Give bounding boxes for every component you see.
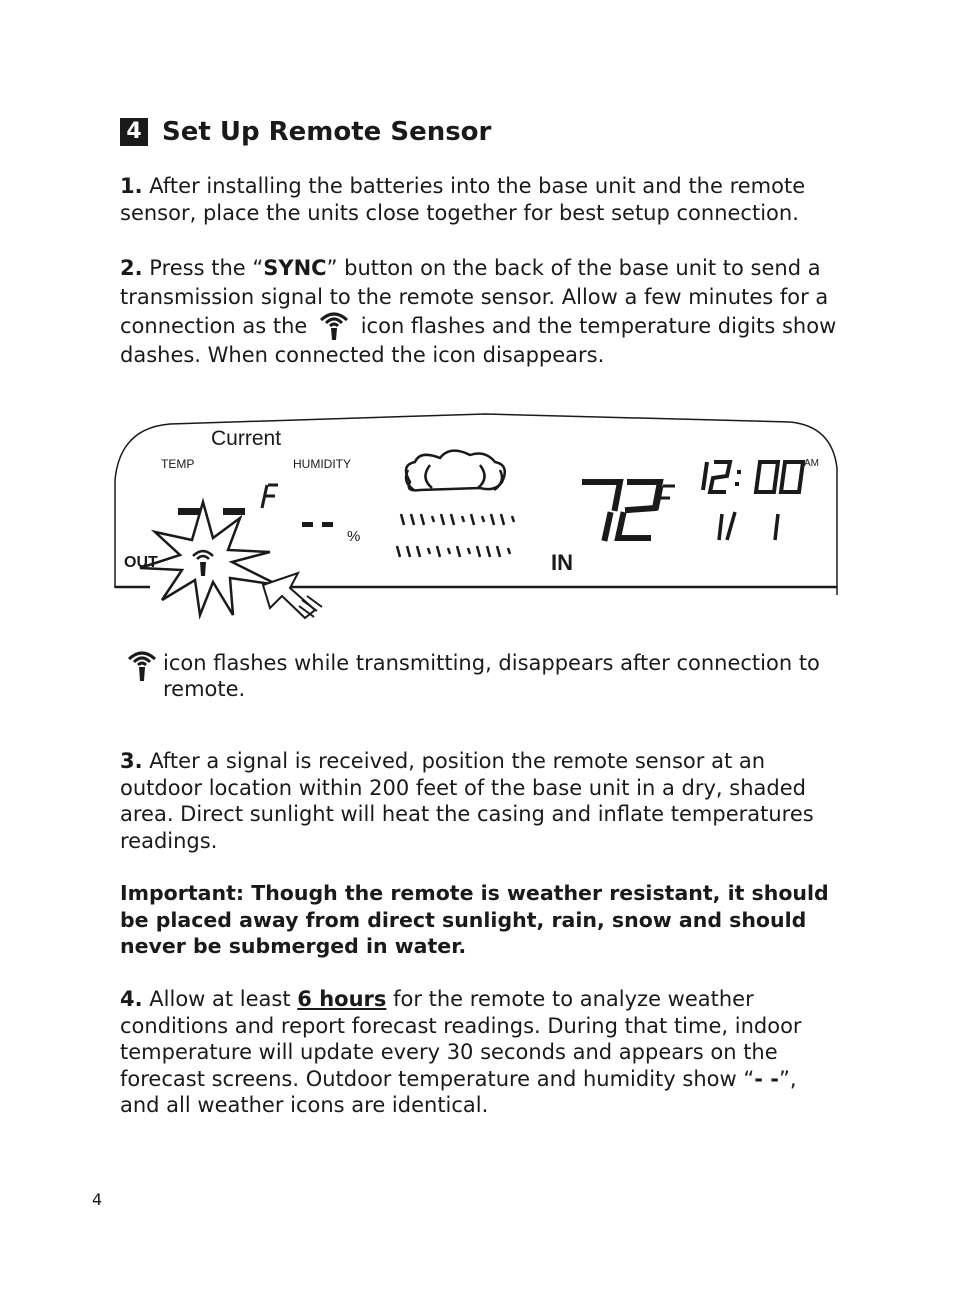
in-label: IN (551, 550, 573, 575)
step-3-text: After a signal is received, position the remote sensor at an outdoor location within 200 feet of the base unit in a dry, shaded area. Direct sunlight will heat the casing and inflate temperatures readings. (120, 749, 814, 853)
six-hours-emphasis: 6 hours (297, 987, 387, 1011)
step-4-number: 4. (120, 987, 143, 1011)
important-notice: Important: Though the remote is weather resistant, it should be placed away from direct sunlight, rain, snow and should never be submerged in water. (120, 881, 829, 958)
step-1-number: 1. (120, 174, 143, 198)
section-title: Set Up Remote Sensor (162, 117, 492, 147)
step-1-paragraph (120, 173, 840, 227)
step-4-text-mid: for the remote to analyze weather conditions and report forecast readings. During that time, indoor temperature will update every 30 seconds and appears on the forecast screens. Outdoor temperature and humidity show “ (120, 987, 802, 1091)
step-4-paragraph (120, 986, 840, 1119)
lcd-display-illustration (110, 410, 850, 625)
step-number-badge: 4 (120, 118, 148, 146)
note-text: icon flashes while transmitting, disappears after connection to remote. (163, 651, 820, 701)
page-number: 4 (92, 1190, 103, 1209)
section-heading (120, 114, 491, 150)
step-2-number: 2. (120, 256, 143, 280)
step-4-text-post: ”, and all weather icons are identical. (120, 1066, 797, 1117)
step-3-number: 3. (120, 749, 143, 773)
out-label: OUT (124, 554, 158, 571)
step-2-text-mid: ” button on the back of the base unit to send a transmission signal to the remote sensor. Allow a few minutes for a connection as the (120, 256, 829, 338)
current-label: Current (211, 427, 282, 450)
antenna-signal-icon (126, 650, 158, 680)
step-2-text-pre: Press the “ (149, 256, 264, 280)
sync-label: SYNC (263, 256, 327, 280)
step-1-text: After installing the batteries into the base unit and the remote sensor, place the units close together for best setup connection. (120, 174, 806, 225)
am-pm-indicator: AM (804, 458, 819, 469)
dashes-emphasis: - - (754, 1066, 779, 1091)
step-4-text-pre: Allow at least (149, 987, 291, 1011)
step-2-text-post: icon flashes and the temperature digits show dashes. When connected the icon disappears. (120, 314, 837, 367)
humidity-unit: % (347, 528, 361, 545)
antenna-signal-icon (318, 311, 350, 341)
humidity-label: HUMIDITY (293, 457, 351, 471)
step-3-paragraph (120, 748, 840, 854)
step-2-paragraph (120, 254, 840, 370)
temp-label: TEMP (161, 457, 195, 471)
